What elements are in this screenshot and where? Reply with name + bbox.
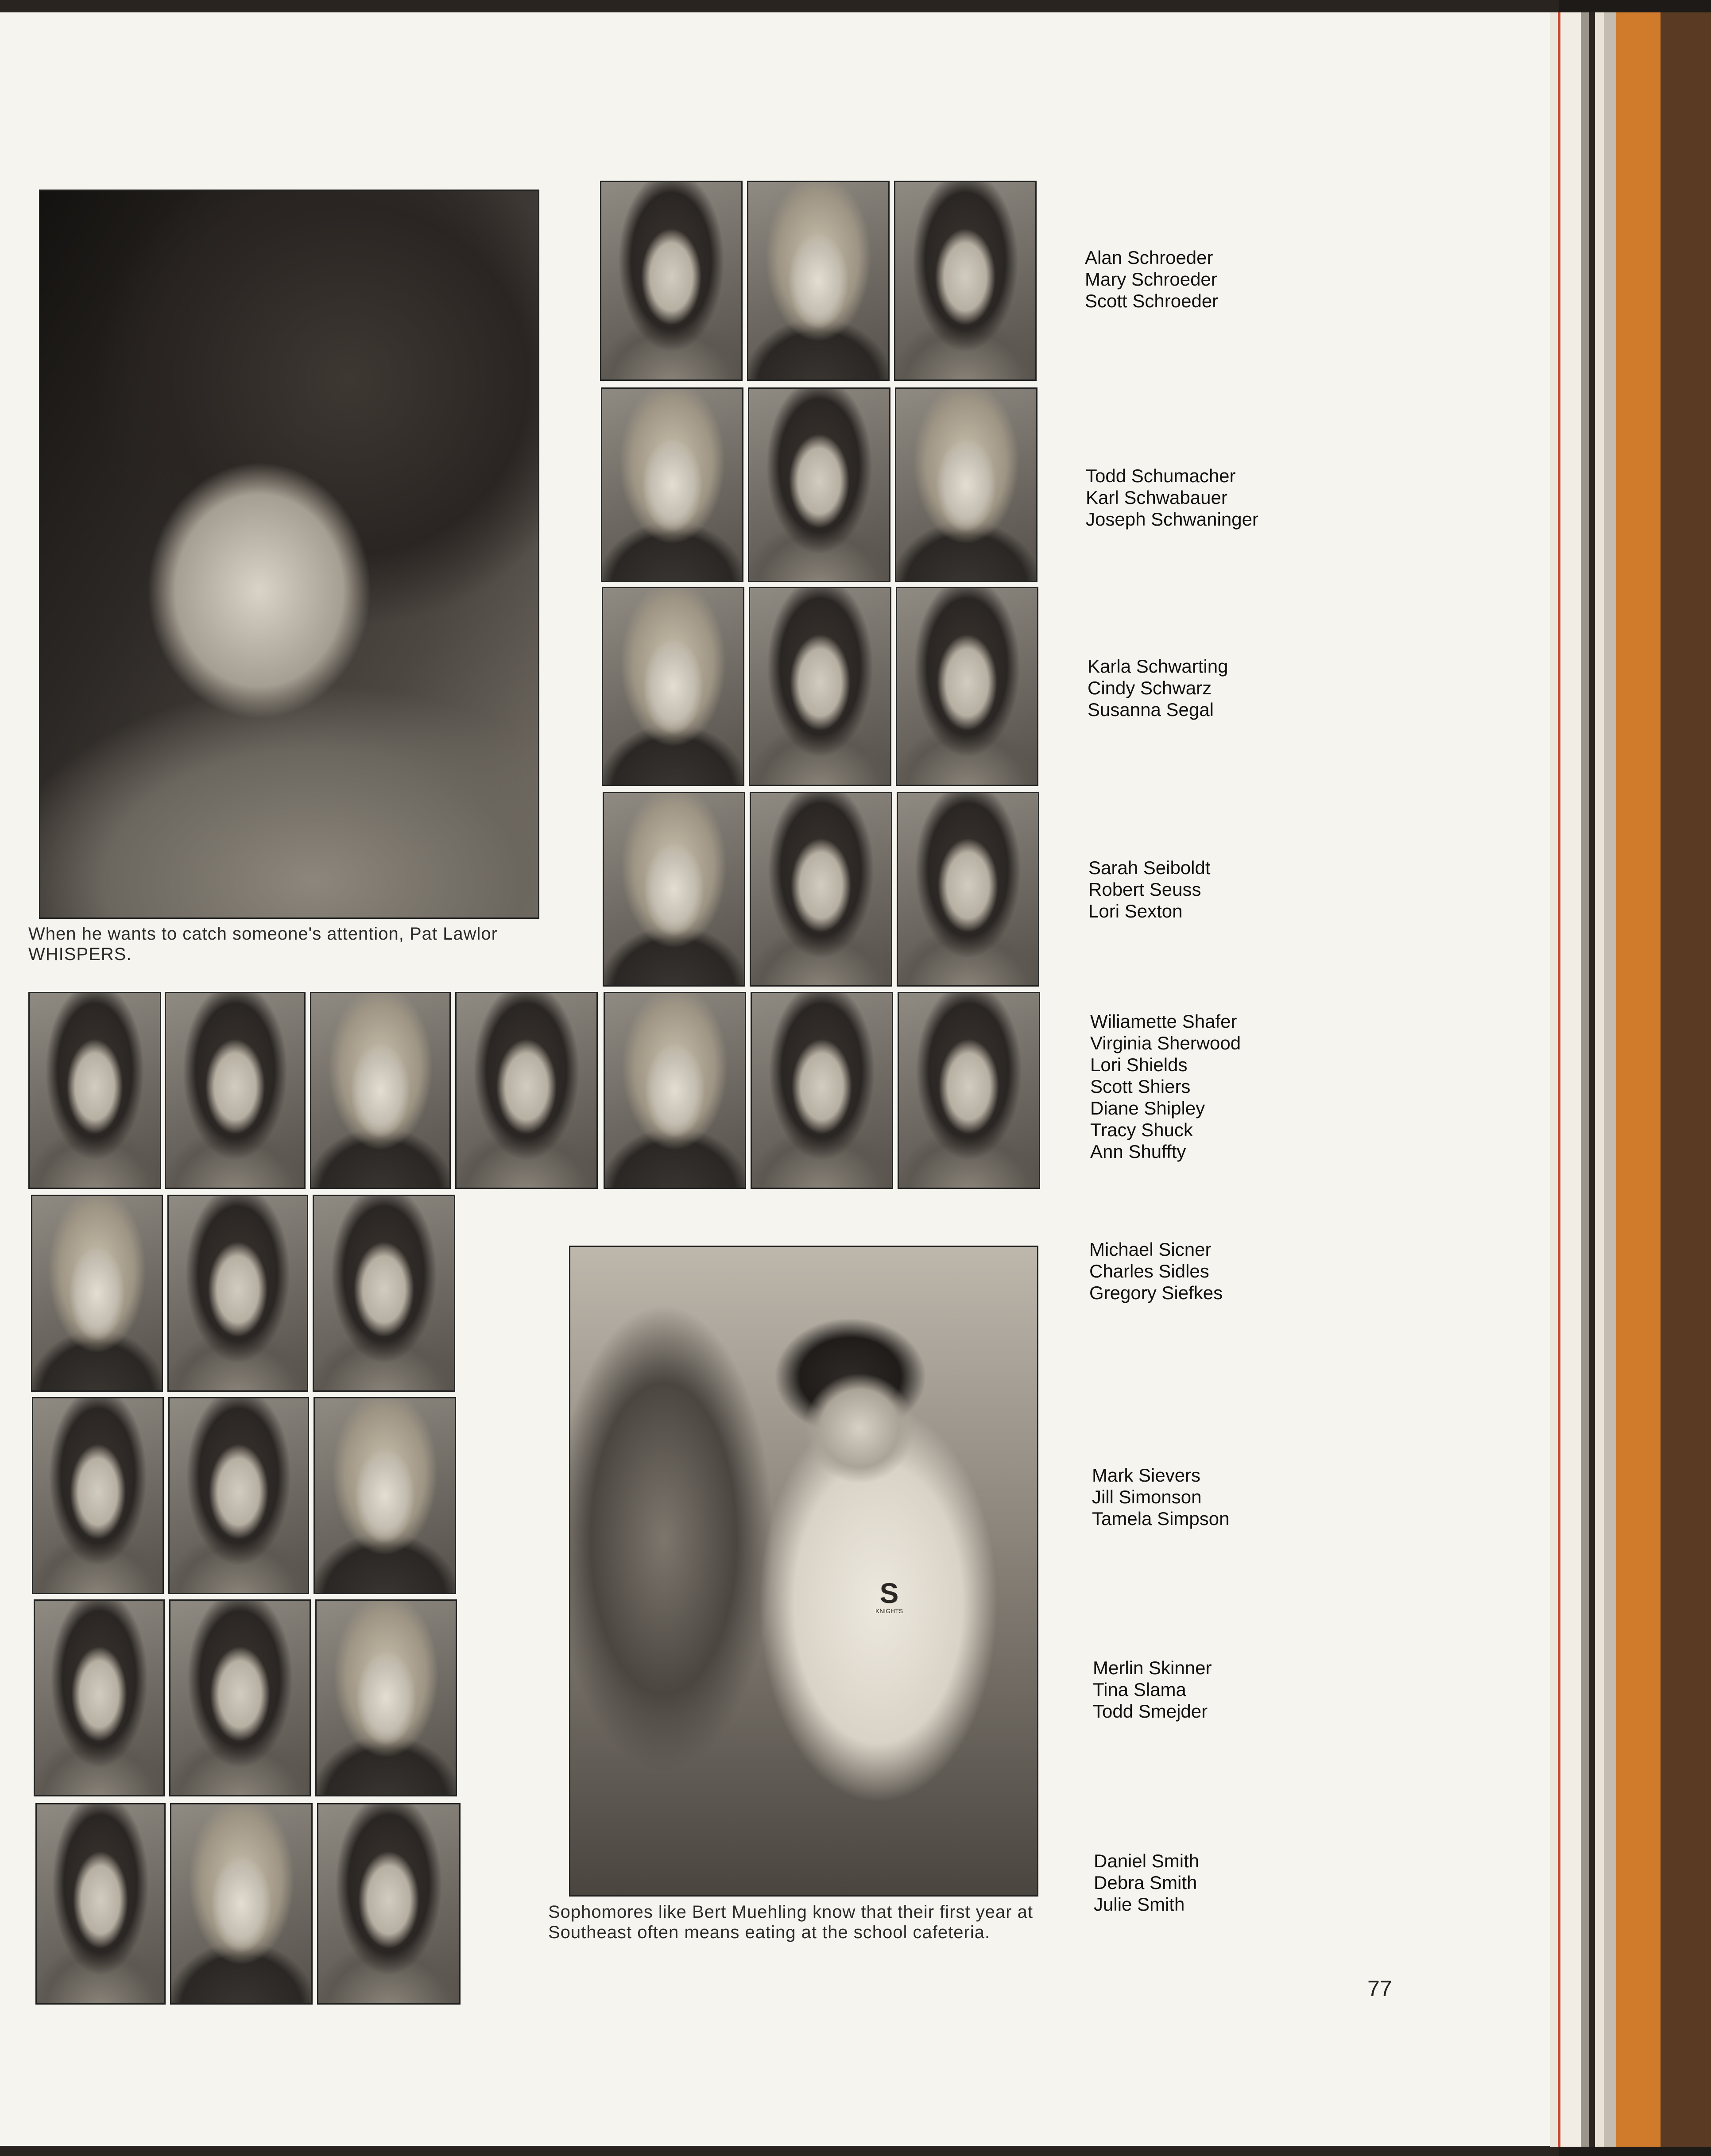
student-name: Gregory Siefkes	[1089, 1282, 1223, 1303]
portrait-photo	[167, 1195, 308, 1392]
portrait-photo	[603, 792, 745, 987]
student-name: Todd Schumacher	[1086, 465, 1236, 486]
student-name: Tina Slama	[1093, 1679, 1186, 1700]
portrait-photo	[34, 1599, 165, 1796]
page-edge	[1595, 12, 1604, 2147]
portrait-photo	[751, 992, 893, 1189]
portrait-photo	[35, 1803, 166, 2005]
student-name: Alan Schroeder	[1085, 247, 1213, 268]
portrait-photo	[604, 992, 746, 1189]
student-name: Michael Sicner	[1089, 1239, 1212, 1260]
shirt-logo	[871, 1579, 907, 1614]
student-name: Lori Shields	[1090, 1054, 1188, 1075]
portrait-photo	[898, 992, 1040, 1189]
name-group-5	[1090, 1010, 1241, 1162]
student-name: Karla Schwarting	[1088, 656, 1228, 677]
portrait-photo	[315, 1599, 457, 1796]
student-name: Todd Smejder	[1093, 1701, 1208, 1722]
portrait-photo	[314, 1397, 456, 1594]
portrait-photo	[749, 587, 891, 786]
page-edge	[1604, 12, 1616, 2147]
caption-whispers: When he wants to catch someone's attention, Pat Lawlor WHISPERS.	[28, 924, 498, 964]
portrait-photo	[747, 181, 890, 381]
portrait-photo	[894, 181, 1037, 381]
portrait-photo	[32, 1397, 164, 1594]
student-name: Merlin Skinner	[1093, 1657, 1212, 1678]
student-name: Scott Shiers	[1090, 1076, 1191, 1097]
name-group-6	[1089, 1239, 1223, 1304]
student-name: Joseph Schwaninger	[1086, 509, 1258, 530]
student-name: Sarah Seiboldt	[1088, 857, 1211, 878]
page-number: 77	[1367, 1976, 1392, 2001]
portrait-photo	[455, 992, 598, 1189]
student-name: Tracy Shuck	[1090, 1119, 1193, 1140]
book-binding	[1661, 12, 1711, 2147]
name-group-9	[1094, 1850, 1199, 1915]
name-group-1	[1085, 247, 1218, 312]
student-name: Robert Seuss	[1088, 879, 1201, 900]
page-edge	[1550, 12, 1558, 2147]
student-name: Julie Smith	[1094, 1894, 1185, 1915]
portrait-photo	[310, 992, 451, 1189]
book-cover-edge	[1616, 12, 1661, 2147]
page-bottom-edge	[0, 2146, 1559, 2156]
portrait-photo	[170, 1803, 313, 2005]
portrait-photo	[750, 792, 892, 987]
student-name: Karl Schwabauer	[1086, 487, 1227, 508]
name-group-7	[1092, 1464, 1229, 1529]
caption-cafeteria: Sophomores like Bert Muehling know that their first year at Southeast often means eating at the school cafeteria.	[548, 1902, 1034, 1942]
portrait-photo	[602, 587, 744, 786]
name-group-2	[1086, 465, 1258, 530]
student-name: Mary Schroeder	[1085, 269, 1217, 290]
student-name: Tamela Simpson	[1092, 1508, 1230, 1529]
portrait-photo	[317, 1803, 461, 2005]
portrait-photo	[165, 992, 306, 1189]
portrait-photo	[601, 387, 743, 582]
student-name: Debra Smith	[1094, 1872, 1197, 1893]
shirt-logo-letter: S	[879, 1577, 899, 1609]
candid-photo-whispers	[39, 190, 539, 919]
student-name: Lori Sexton	[1088, 901, 1183, 921]
portrait-photo	[313, 1195, 455, 1392]
portrait-photo	[896, 587, 1038, 786]
portrait-photo	[168, 1397, 309, 1594]
shirt-logo-word: KNIGHTS	[875, 1607, 903, 1614]
student-name: Cindy Schwarz	[1088, 677, 1212, 698]
student-name: Mark Sievers	[1092, 1465, 1201, 1486]
page-edge	[1581, 12, 1589, 2147]
student-name: Virginia Sherwood	[1090, 1033, 1241, 1053]
name-group-3	[1088, 655, 1228, 720]
student-name: Daniel Smith	[1094, 1850, 1200, 1871]
portrait-photo	[600, 181, 743, 381]
name-group-4	[1088, 857, 1211, 922]
candid-photo-cafeteria	[569, 1246, 1038, 1897]
portrait-photo	[897, 792, 1039, 987]
student-name: Scott Schroeder	[1085, 290, 1219, 311]
page-edge	[1560, 12, 1581, 2147]
portrait-photo	[28, 992, 161, 1189]
portrait-photo	[895, 387, 1037, 582]
portrait-photo	[748, 387, 890, 582]
student-name: Jill Simonson	[1092, 1486, 1202, 1507]
name-group-8	[1093, 1657, 1212, 1722]
student-name: Charles Sidles	[1089, 1261, 1209, 1281]
student-name: Diane Shipley	[1090, 1098, 1205, 1119]
portrait-photo	[31, 1195, 163, 1392]
student-name: Wiliamette Shafer	[1090, 1011, 1237, 1032]
student-name: Ann Shuffty	[1090, 1141, 1186, 1162]
page-edge	[1589, 12, 1595, 2147]
student-name: Susanna Segal	[1088, 699, 1214, 720]
portrait-photo	[169, 1599, 311, 1796]
